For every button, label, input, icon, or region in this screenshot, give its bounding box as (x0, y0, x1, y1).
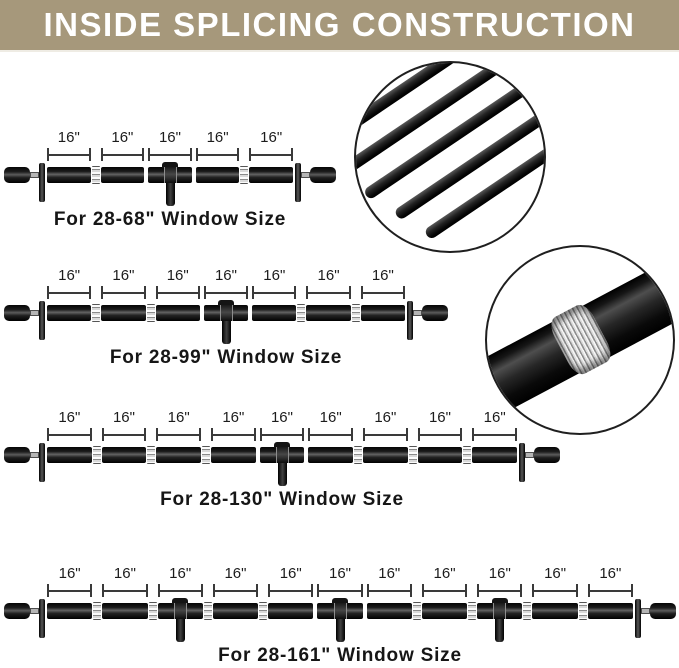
rod-segment (156, 305, 200, 321)
support-bracket-clamp (276, 447, 289, 463)
rod-segment (102, 603, 147, 619)
measure-line (156, 292, 200, 294)
dimension-label: 16" (433, 565, 456, 582)
wall-bracket-right (519, 443, 525, 482)
dimension-label: 16" (270, 409, 293, 426)
dimension-label: 16" (58, 565, 81, 582)
rod-segment (422, 603, 467, 619)
measure-line (204, 292, 248, 294)
measure-line (158, 590, 203, 592)
dimension-label: 16" (488, 565, 511, 582)
splice-connector (579, 602, 587, 620)
dimension-label: 16" (158, 129, 181, 146)
rod-segment (367, 603, 412, 619)
measure-line (101, 154, 145, 156)
dimension-label: 16" (371, 267, 394, 284)
support-bracket-post (278, 463, 287, 486)
splice-connector (523, 602, 531, 620)
dimension-label: 16" (224, 565, 247, 582)
splice-connector (147, 304, 155, 322)
rod-segment (363, 447, 408, 463)
measure-line (102, 434, 147, 436)
dimension-label: 16" (57, 129, 80, 146)
measure-line (196, 154, 240, 156)
dimension-label: 16" (319, 409, 342, 426)
dimension-label: 16" (279, 565, 302, 582)
header-banner (0, 0, 679, 52)
measure-line (422, 590, 467, 592)
dimension-label: 16" (167, 409, 190, 426)
rod-diagram-2 (0, 267, 679, 369)
connector-pin-right (413, 310, 422, 316)
connector-pin-left (30, 608, 39, 614)
wall-bracket-left (39, 599, 45, 638)
measure-line (252, 292, 296, 294)
rod-segment (532, 603, 577, 619)
measure-line (308, 434, 353, 436)
dimension-label: 16" (214, 267, 237, 284)
splice-connector (259, 602, 267, 620)
end-finial-right (422, 305, 448, 321)
measure-line (268, 590, 313, 592)
dimension-label: 16" (112, 267, 135, 284)
connector-pin-left (30, 310, 39, 316)
support-bracket-clamp (493, 603, 506, 619)
dimension-label: 16" (328, 565, 351, 582)
rod-segment (308, 447, 353, 463)
dimension-label: 16" (317, 267, 340, 284)
measure-line (148, 154, 192, 156)
dimension-label: 16" (113, 565, 136, 582)
connector-pin-left (30, 452, 39, 458)
rod-segment (101, 305, 145, 321)
splice-connector (409, 446, 417, 464)
dimension-label: 16" (428, 409, 451, 426)
measure-line (363, 434, 408, 436)
splice-connector (149, 602, 157, 620)
rod-segment (252, 305, 296, 321)
measure-line (532, 590, 577, 592)
end-finial-right (534, 447, 560, 463)
splice-connector (297, 304, 305, 322)
splice-connector (202, 446, 210, 464)
support-bracket-post (336, 619, 345, 642)
rod-segment (249, 167, 293, 183)
dimension-label: 16" (206, 129, 229, 146)
rod-segment (472, 447, 517, 463)
diagram-caption: For 28-99" Window Size (109, 347, 343, 368)
dimension-label: 16" (374, 409, 397, 426)
dimension-label: 16" (58, 267, 81, 284)
splice-connector (240, 166, 248, 184)
support-bracket-clamp (164, 167, 177, 183)
dimension-label: 16" (378, 565, 401, 582)
measure-line (47, 590, 92, 592)
rod-segment (588, 603, 633, 619)
rod-segment (47, 447, 92, 463)
end-finial-left (4, 167, 30, 183)
rod-segment (156, 447, 201, 463)
rod-segment (102, 447, 147, 463)
rod-segment (101, 167, 145, 183)
wall-bracket-left (39, 163, 45, 202)
measure-line (249, 154, 293, 156)
splice-connector (93, 602, 101, 620)
rod-segment (306, 305, 350, 321)
splice-connector (463, 446, 471, 464)
splice-connector (204, 602, 212, 620)
measure-line (367, 590, 412, 592)
dimension-label: 16" (112, 409, 135, 426)
rod-segment (268, 603, 313, 619)
dimension-label: 16" (169, 565, 192, 582)
measure-line (477, 590, 522, 592)
dimension-label: 16" (58, 409, 81, 426)
diagram-caption: For 28-130" Window Size (160, 489, 404, 510)
rod-diagram-1 (0, 129, 679, 231)
end-finial-left (4, 603, 30, 619)
rod-segment (361, 305, 405, 321)
measure-line (472, 434, 517, 436)
splice-connector (354, 446, 362, 464)
wall-bracket-right (635, 599, 641, 638)
rod-segment (213, 603, 258, 619)
wall-bracket-right (295, 163, 301, 202)
support-bracket-post (495, 619, 504, 642)
splice-connector (92, 304, 100, 322)
support-bracket-clamp (334, 603, 347, 619)
splice-connector (468, 602, 476, 620)
dimension-label: 16" (260, 129, 283, 146)
rod-segment (211, 447, 256, 463)
dimension-label: 16" (166, 267, 189, 284)
dimension-label: 16" (599, 565, 622, 582)
rod-segment (47, 305, 91, 321)
rod-segment (47, 167, 91, 183)
connector-pin-right (301, 172, 310, 178)
measure-line (260, 434, 305, 436)
end-finial-right (310, 167, 336, 183)
support-bracket-post (166, 183, 175, 206)
diagram-caption: For 28-68" Window Size (53, 209, 287, 230)
measure-line (211, 434, 256, 436)
measure-line (213, 590, 258, 592)
support-bracket-clamp (174, 603, 187, 619)
dimension-label: 16" (222, 409, 245, 426)
diagram-caption: For 28-161" Window Size (218, 645, 462, 666)
support-bracket-clamp (220, 305, 233, 321)
measure-line (156, 434, 201, 436)
wall-bracket-right (407, 301, 413, 340)
dimension-label: 16" (263, 267, 286, 284)
measure-line (588, 590, 633, 592)
splice-connector (147, 446, 155, 464)
rod-diagram-4 (0, 565, 679, 667)
page-title: INSIDE SPLICING CONSTRUCTION (43, 6, 636, 43)
end-finial-left (4, 447, 30, 463)
measure-line (317, 590, 362, 592)
dimension-label: 16" (111, 129, 134, 146)
measure-line (306, 292, 350, 294)
measure-line (102, 590, 147, 592)
wall-bracket-left (39, 301, 45, 340)
connector-pin-right (641, 608, 650, 614)
dimension-label: 16" (544, 565, 567, 582)
end-finial-left (4, 305, 30, 321)
measure-line (47, 434, 92, 436)
rod-segment (47, 603, 92, 619)
splice-connector (352, 304, 360, 322)
rod-segment (196, 167, 240, 183)
support-bracket-post (176, 619, 185, 642)
rod-diagram-3 (0, 409, 679, 511)
splice-connector (93, 446, 101, 464)
connector-pin-left (30, 172, 39, 178)
rod-segment (418, 447, 463, 463)
measure-line (101, 292, 145, 294)
wall-bracket-left (39, 443, 45, 482)
measure-line (47, 292, 91, 294)
splice-connector (92, 166, 100, 184)
measure-line (47, 154, 91, 156)
connector-pin-right (525, 452, 534, 458)
support-bracket-post (222, 321, 231, 344)
measure-line (361, 292, 405, 294)
end-finial-right (650, 603, 676, 619)
splice-connector (413, 602, 421, 620)
dimension-label: 16" (483, 409, 506, 426)
measure-line (418, 434, 463, 436)
